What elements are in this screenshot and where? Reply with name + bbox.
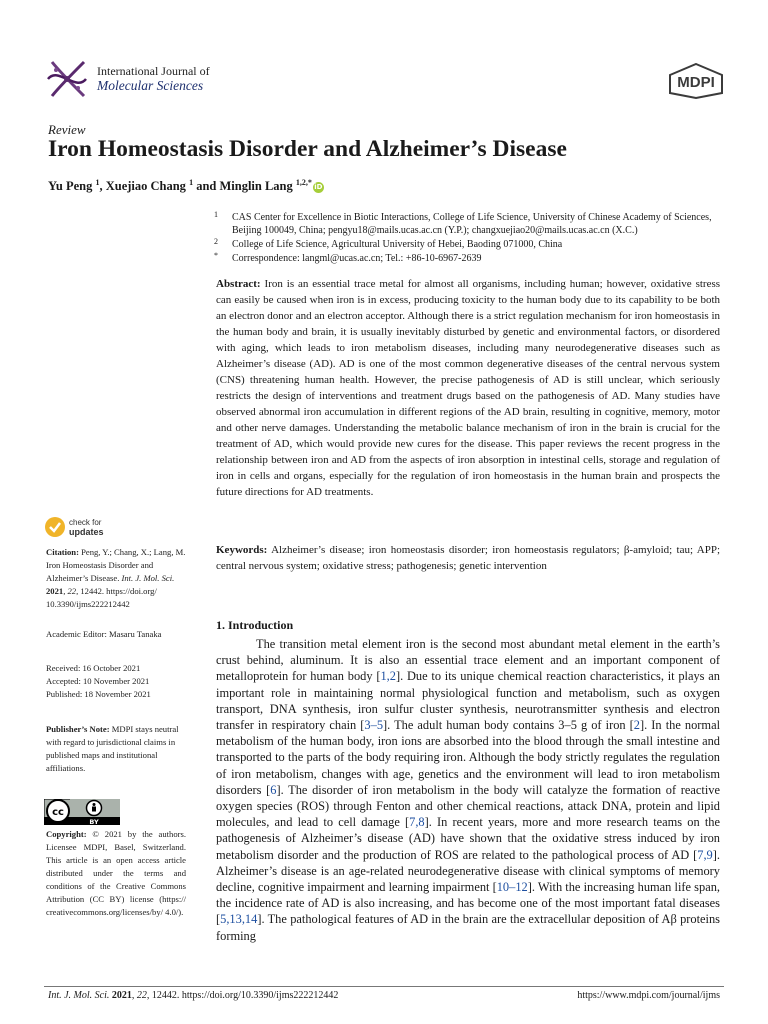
- author-affil-mark: 1: [95, 178, 100, 187]
- abstract-label: Abstract:: [216, 278, 261, 290]
- citation-reference-link[interactable]: 3–5: [364, 718, 384, 733]
- introduction-paragraph: [216, 636, 720, 944]
- author-name: Minglin Lang: [219, 179, 293, 194]
- author-separator: ,: [99, 179, 106, 194]
- footer-volume: 22: [136, 990, 147, 1001]
- citation-text: Peng, Y.; Chang, X.; Lang, M. Iron Homeostasis Disorder and Alzheimer’s Disease.: [46, 547, 186, 583]
- affiliation-mark: 1: [214, 210, 218, 219]
- author-name: Xuejiao Chang: [105, 179, 186, 194]
- section-heading: 1. Introduction: [216, 618, 294, 632]
- author-list: [48, 178, 324, 194]
- journal-logo: [44, 56, 90, 102]
- publishers-note: [46, 723, 186, 775]
- copyright-block: [46, 828, 186, 919]
- citation-year: 2021: [46, 586, 64, 596]
- mdpi-logo[interactable]: [668, 63, 724, 99]
- affiliation-text: College of Life Science, Agricultural University of Hebei, Baoding 071000, China: [232, 239, 563, 250]
- citation-reference-link[interactable]: 7,9: [697, 847, 713, 862]
- footer-citation: Int. J. Mol. Sci. 2021, 22, 12442. https://doi.org/10.3390/ijms222212442: [48, 990, 339, 1001]
- published-date: Published: 18 November 2021: [46, 689, 151, 699]
- publishers-note-text: MDPI stays neutral with regard to jurisdictional claims in published maps and institutional affiliations.: [46, 724, 179, 773]
- affiliation-1: [214, 210, 732, 237]
- dates-block: [46, 662, 186, 701]
- citation-reference-link[interactable]: 10–12: [496, 880, 528, 895]
- citation-reference-link[interactable]: 1,2: [380, 669, 396, 684]
- received-date: Received: 16 October 2021: [46, 663, 141, 673]
- intro-text-segment: The transition metal element iron is the second most abundant metal element in the earth’s crust behind, aluminum. It is also an essential trace element and an important component of metalloprotein for human body [: [216, 637, 720, 684]
- article-type: Review: [48, 122, 86, 137]
- affiliation-2: [214, 237, 732, 252]
- affiliation-correspondence: [214, 251, 732, 266]
- abstract-text: Iron is an essential trace metal for almost all organisms, including human; however, oxidative stress can easily be caused when iron is in excess, producing toxicity to the human body due to its capability to be both an electron donor and an electron acceptor. Although there is a strict regulation mechanism for iron homeostasis in the human body and brain, it is usually inevitably disturbed by genetic and environmental factors, or disordered with aging, which leads to iron metabolism diseases, including many neurodegenerative diseases such as Alzheimer’s disease (AD). AD is one of the most common degenerative diseases of the central nervous system (CNS) threatening human health. However, the precise pathogenesis of AD is still unclear, which seriously restricts the design of interventions and treatment drugs based on the pathogenesis of AD. Many studies have observed abnormal iron accumulation in different regions of the AD brain, resulting in cognitive, memory, motor and other nerve damages. Understanding the metabolic balance mechanism of iron in the brain is crucial for the treatment of AD, which would provide new cures for the disease. This paper reviews the recent progress in the relationship between iron and AD from the aspects of iron absorption in intestinal cells, storage and regulation of iron in cells and organs, especially for the regulation of iron homeostasis in the human brain and prospects the future directions for AD treatments.: [216, 278, 721, 498]
- citation-volume: 22: [67, 586, 77, 596]
- article-title: Iron Homeostasis Disorder and Alzheimer’s Disease: [48, 136, 567, 162]
- keywords: [216, 542, 720, 574]
- citation-reference-link[interactable]: 7,8: [409, 815, 425, 830]
- intro-text-segment: ]. The pathological features of AD in the brain are the extracellular deposition of Aβ proteins forming: [216, 912, 720, 943]
- intro-text-segment: ]. In the normal metabolism of the human body, iron ions are absorbed into the blood through the small intestine and transported to the parts of the body requiring iron. Although the body strictly regulates the regulation of iron metabolism, changes with age, genetics and the environment will lead to iron metabolism disorders [: [216, 718, 721, 797]
- publishers-note-label: Publisher’s Note:: [46, 724, 110, 734]
- check-updates-line1: check for: [69, 518, 102, 527]
- intro-text-segment: ]. Due to its unique chemical reaction characteristics, it plays an important role in maintaining normal physiological function and metabolism, such as oxygen transport, DNA synthesis, iron sulfur cluster synthesis, neurotransmitter synthesis and electron transfer in respiratory chain [: [216, 669, 720, 733]
- cc-by-license-badge[interactable]: [44, 799, 120, 825]
- intro-text-segment: ]. Alzheimer’s disease is an age-related neurodegenerative disease with clinical symptoms of memory decline, cognitive impairment and learning impairment [: [216, 847, 720, 895]
- affiliation-mark: *: [214, 251, 218, 260]
- citation-reference-link[interactable]: 2: [633, 718, 640, 733]
- accepted-date: Accepted: 10 November 2021: [46, 676, 150, 686]
- keywords-text: Alzheimer’s disease; iron homeostasis disorder; iron homeostasis regulators; β-amyloid; tau; APP; central nervous system; oxidative stress; pathogenesis; genetic intervention: [216, 544, 720, 572]
- journal-name-line2: Molecular Sciences: [97, 78, 204, 93]
- intro-text-segment: ]. The disorder of iron metabolism in the body will catalyze the formation of reactive oxygen species (ROS) through Fenton and other chemical reactions, attack DNA, protein and lipid molecules, and lead to cell damage [: [216, 782, 720, 830]
- copyright-label: Copyright:: [46, 829, 87, 839]
- mdpi-logo-text: MDPI: [677, 74, 715, 91]
- journal-name-line1: International Journal of: [97, 64, 210, 78]
- citation-label: Citation:: [46, 547, 79, 557]
- author-name: Yu Peng: [48, 179, 93, 194]
- citation-block: Citation: Peng, Y.; Chang, X.; Lang, M. Iron Homeostasis Disorder and Alzheimer’s Disease. Int. J. Mol. Sci. 2021, 22, 12442. https://doi.org/ 10.3390/ijms222212442: [46, 547, 186, 609]
- footer-year: 2021: [111, 990, 132, 1001]
- check-for-updates-badge[interactable]: [44, 514, 118, 540]
- citation-doi[interactable]: , 12442. https://doi.org/ 10.3390/ijms222212442: [46, 586, 157, 609]
- academic-editor: Academic Editor: Masaru Tanaka: [46, 629, 162, 639]
- intro-text-segment: ]. In recent years, more and more research teams on the pathogenesis of Alzheimer’s disease (AD) have shown that the oxidative stress induced by iron metabolism disorder and the production of ROS are related to the pathological process of AD [: [216, 815, 720, 862]
- footer-doi[interactable]: , 12442. https://doi.org/10.3390/ijms222212442: [146, 990, 339, 1001]
- affiliation-text: CAS Center for Excellence in Biotic Interactions, College of Life Science, University of Chinese Academy of Sciences, Beijing 100049, China; pengyu18@mails.ucas.ac.cn (Y.P.); changxuejiao20@mails.ucas.ac.cn (X.C.): [232, 212, 712, 236]
- intro-text-segment: ]. With the increasing human life span, the incidence rate of AD is also increasing, and has become one of the most important fatal diseases [: [216, 880, 720, 927]
- orcid-icon[interactable]: iD: [314, 183, 323, 192]
- footer-journal-url[interactable]: https://www.mdpi.com/journal/ijms: [577, 990, 720, 1001]
- intro-text-segment: ]. The adult human body contains 3–5 g of iron [: [383, 718, 634, 733]
- keywords-label: Keywords:: [216, 544, 268, 556]
- citation-reference-link[interactable]: 6: [270, 782, 277, 797]
- copyright-text: © 2021 by the authors. Licensee MDPI, Basel, Switzerland. This article is an open access article distributed under the terms and conditions of the Creative Commons Attribution (CC BY) license (https:// creativecommons.org/licenses/by/ 4.0/).: [46, 829, 186, 917]
- footer-rule: [44, 986, 724, 987]
- svg-text:cc: cc: [52, 807, 64, 818]
- affiliation-mark: 2: [214, 237, 218, 246]
- cc-by-label: BY: [89, 818, 99, 825]
- citation-reference-link[interactable]: 5,13,14: [220, 912, 258, 927]
- check-updates-line2: updates: [69, 527, 104, 537]
- footer-journal: Int. J. Mol. Sci.: [48, 990, 110, 1001]
- abstract: [216, 276, 720, 500]
- affiliation-text: Correspondence: langml@ucas.ac.cn; Tel.: +86-10-6967-2639: [232, 253, 482, 264]
- author-affil-mark: 1: [189, 178, 194, 187]
- author-separator: and: [193, 179, 220, 194]
- author-affil-mark: 1,2,*: [295, 178, 312, 187]
- citation-journal: Int. J. Mol. Sci.: [121, 573, 175, 583]
